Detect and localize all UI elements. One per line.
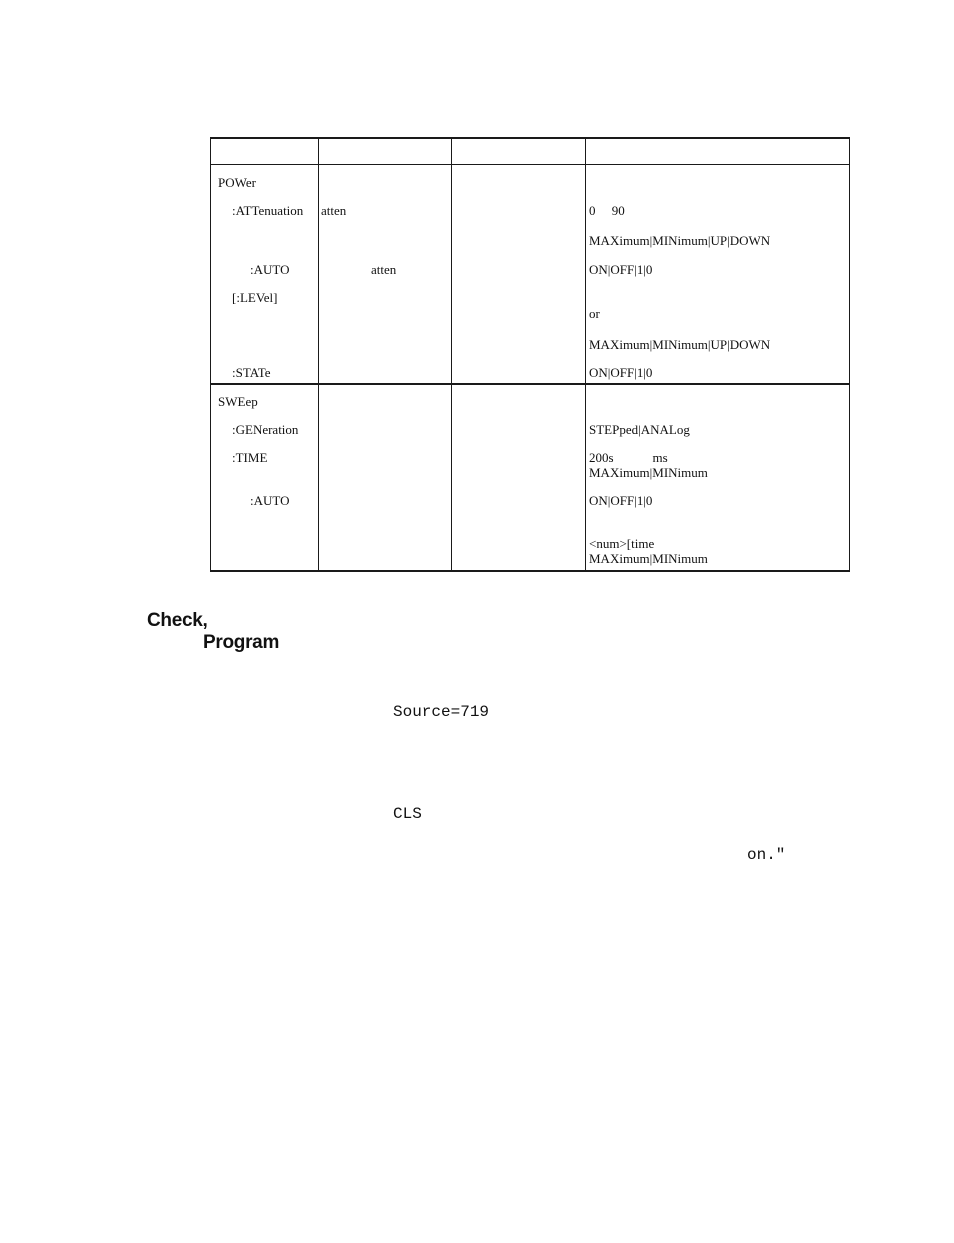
table-cell-command: :AUTO (250, 493, 290, 508)
table-cell-command: :STATe (232, 365, 271, 380)
table-vrule-2 (451, 137, 452, 572)
code-source-address: Source=719 (393, 703, 490, 721)
table-cell-allowed-values: MAXimum|MINimum|UP|DOWN (589, 337, 771, 352)
table-cell-command: :ATTenuation (232, 203, 304, 218)
table-vrule-1 (318, 137, 319, 572)
table-vrule-left (210, 137, 211, 572)
code-on-fragment: on." (747, 846, 786, 864)
table-cell-command: POWer (218, 175, 256, 190)
table-group-rule (211, 383, 850, 385)
table-cell-command: [:LEVel] (232, 290, 278, 305)
table-cell-allowed-values: MAXimum|MINimum (589, 465, 708, 480)
table-cell-allowed-values: 200s ms (589, 450, 668, 465)
table-cell-allowed-values: or (589, 306, 600, 321)
heading-line-2: Program (203, 632, 280, 653)
table-vrule-3 (585, 137, 586, 572)
heading-line-1: Check, (147, 610, 208, 631)
table-cell-allowed-values: <num>[time (589, 536, 655, 551)
table-cell-parameter: atten (371, 262, 397, 277)
table-cell-command: :TIME (232, 450, 268, 465)
table-cell-allowed-values: STEPped|ANALog (589, 422, 690, 437)
table-cell-allowed-values: ON|OFF|1|0 (589, 493, 653, 508)
table-vrule-right (849, 137, 850, 572)
table-bottom-rule (211, 570, 850, 572)
table-header-rule (211, 164, 850, 165)
table-cell-allowed-values: MAXimum|MINimum|UP|DOWN (589, 233, 771, 248)
table-cell-command: SWEep (218, 394, 258, 409)
table-cell-allowed-values: ON|OFF|1|0 (589, 365, 653, 380)
table-top-rule (211, 137, 850, 139)
table-cell-parameter: atten (321, 203, 347, 218)
table-cell-command: :AUTO (250, 262, 290, 277)
code-cls-command: CLS (393, 805, 422, 823)
table-cell-allowed-values: MAXimum|MINimum (589, 551, 708, 566)
table-cell-allowed-values: ON|OFF|1|0 (589, 262, 653, 277)
table-cell-command: :GENeration (232, 422, 299, 437)
table-cell-allowed-values: 0 90 (589, 203, 625, 218)
